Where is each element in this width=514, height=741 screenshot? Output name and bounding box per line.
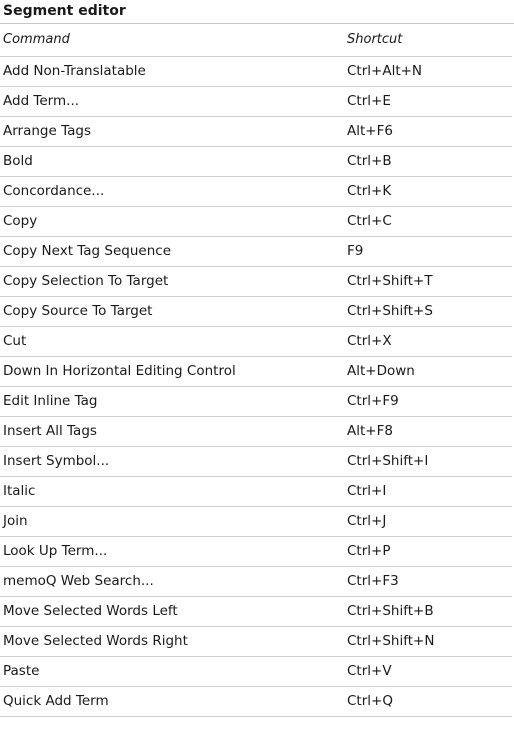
command-cell: Add Term... [0, 86, 343, 116]
command-cell: Edit Inline Tag [0, 386, 343, 416]
command-cell: Arrange Tags [0, 116, 343, 146]
shortcut-cell: Ctrl+Shift+N [343, 626, 512, 656]
table-row [0, 56, 512, 86]
command-cell: Cut [0, 326, 343, 356]
shortcut-cell: Ctrl+F3 [343, 566, 512, 596]
table-row [0, 626, 512, 656]
table-row [0, 266, 512, 296]
command-cell: Concordance... [0, 176, 343, 206]
table-row [0, 236, 512, 266]
table-row [0, 566, 512, 596]
command-cell: Down In Horizontal Editing Control [0, 356, 343, 386]
table-row [0, 146, 512, 176]
shortcut-cell: Ctrl+V [343, 656, 512, 686]
shortcut-cell: Ctrl+I [343, 476, 512, 506]
shortcut-cell: Ctrl+Shift+B [343, 596, 512, 626]
table-body [0, 56, 512, 716]
command-cell: Insert Symbol... [0, 446, 343, 476]
command-cell: Insert All Tags [0, 416, 343, 446]
shortcut-column-header: Shortcut [343, 24, 512, 56]
command-cell: Add Non-Translatable [0, 56, 343, 86]
command-cell: memoQ Web Search... [0, 566, 343, 596]
shortcut-cell: Ctrl+J [343, 506, 512, 536]
table-row [0, 86, 512, 116]
shortcut-cell: Ctrl+Shift+T [343, 266, 512, 296]
table-row [0, 656, 512, 686]
command-cell: Copy Selection To Target [0, 266, 343, 296]
table-row [0, 296, 512, 326]
table-row [0, 596, 512, 626]
shortcut-cell: Alt+F6 [343, 116, 512, 146]
table-row [0, 326, 512, 356]
command-cell: Copy Source To Target [0, 296, 343, 326]
table-row [0, 416, 512, 446]
table-row [0, 686, 512, 716]
table-header-row [0, 24, 512, 56]
command-cell: Quick Add Term [0, 686, 343, 716]
shortcut-cell: Ctrl+X [343, 326, 512, 356]
shortcut-cell: Ctrl+Alt+N [343, 56, 512, 86]
table-row [0, 356, 512, 386]
command-cell: Look Up Term... [0, 536, 343, 566]
shortcut-cell: Ctrl+K [343, 176, 512, 206]
table-row [0, 176, 512, 206]
table-row [0, 446, 512, 476]
shortcut-cell: Alt+F8 [343, 416, 512, 446]
command-cell: Move Selected Words Left [0, 596, 343, 626]
command-cell: Italic [0, 476, 343, 506]
shortcut-cell: Ctrl+Q [343, 686, 512, 716]
table-row [0, 206, 512, 236]
command-cell: Move Selected Words Right [0, 626, 343, 656]
command-cell: Bold [0, 146, 343, 176]
command-column-header: Command [0, 24, 343, 56]
command-cell: Copy [0, 206, 343, 236]
command-cell: Join [0, 506, 343, 536]
shortcut-cell: Ctrl+C [343, 206, 512, 236]
shortcut-cell: Ctrl+Shift+I [343, 446, 512, 476]
table-row [0, 476, 512, 506]
shortcut-cell: Ctrl+Shift+S [343, 296, 512, 326]
shortcut-cell: Ctrl+P [343, 536, 512, 566]
section-title: Segment editor [0, 0, 514, 24]
command-cell: Paste [0, 656, 343, 686]
table-row [0, 506, 512, 536]
table-row [0, 116, 512, 146]
shortcut-cell: Ctrl+B [343, 146, 512, 176]
shortcut-cell: F9 [343, 236, 512, 266]
shortcut-cell: Ctrl+E [343, 86, 512, 116]
table-row [0, 536, 512, 566]
table-row [0, 386, 512, 416]
shortcut-cell: Alt+Down [343, 356, 512, 386]
command-cell: Copy Next Tag Sequence [0, 236, 343, 266]
shortcut-cell: Ctrl+F9 [343, 386, 512, 416]
shortcut-table [0, 24, 512, 717]
